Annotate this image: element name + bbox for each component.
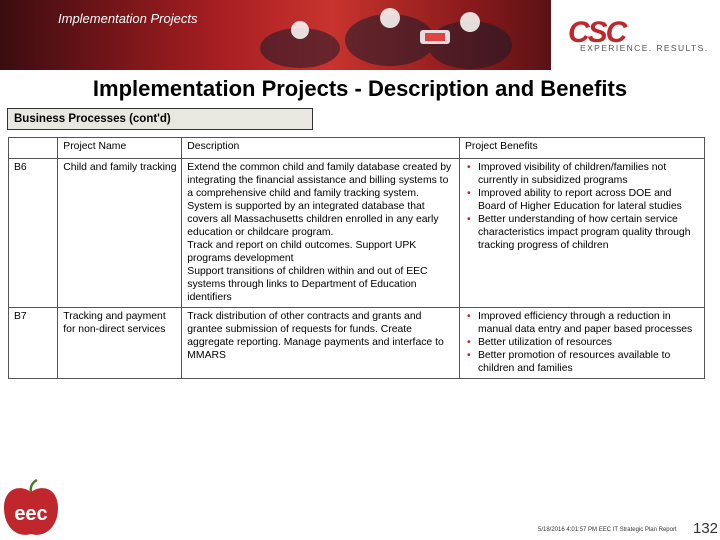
csc-logo <box>568 16 708 60</box>
table-row <box>9 159 705 308</box>
header-banner <box>0 0 720 70</box>
table-header-row <box>9 138 705 159</box>
row-description <box>182 308 460 379</box>
section-label: Business Processes (cont'd) <box>7 108 313 130</box>
banner-title: Implementation Projects <box>58 11 198 26</box>
projects-table <box>8 137 705 379</box>
row-name: Tracking and payment for non-direct services <box>58 308 182 379</box>
benefit-item: • Better utilization of resources <box>465 336 700 349</box>
description-line: System is supported by an integrated database that covers all Massachusetts children enrolled in any early education or childcare program. <box>187 201 439 238</box>
table-row <box>9 308 705 379</box>
svg-text:CSC: CSC <box>568 16 626 49</box>
benefits-list <box>465 161 700 252</box>
logo-tagline: EXPERIENCE. RESULTS. <box>580 43 709 53</box>
row-name: Child and family tracking <box>58 159 182 308</box>
svg-text:eec: eec <box>14 503 48 525</box>
benefit-item: • Better promotion of resources available to children and families <box>465 349 700 375</box>
description-line: Track distribution of other contracts and grants and grantee submission of requests for funds. Create aggregate reporting. Manage payments and interface to MMARS <box>187 311 444 361</box>
header-cell-benefits: Project Benefits <box>459 138 704 159</box>
benefit-item: • Improved visibility of children/families not currently in subsidized programs <box>465 161 700 187</box>
description-line: Support transitions of children within and out of EEC systems through links to Department of Education identifiers <box>187 266 428 303</box>
row-description <box>182 159 460 308</box>
row-benefits <box>459 308 704 379</box>
footer-note: 5/18/2016 4:01:57 PM EEC IT Strategic Plan Report <box>538 527 677 533</box>
header-cell-description: Description <box>182 138 460 159</box>
page-title: Implementation Projects - Description and Benefits <box>92 76 628 101</box>
row-id: B6 <box>9 159 58 308</box>
benefit-item: • Better understanding of how certain service characteristics impact program quality through tracking progress of children <box>465 213 700 252</box>
description-line: Track and report on child outcomes. Support UPK programs development <box>187 240 417 264</box>
row-id: B7 <box>9 308 58 379</box>
cyclists-photo <box>0 0 551 70</box>
benefit-item: • Improved efficiency through a reduction in manual data entry and paper based processes <box>465 310 700 336</box>
eec-logo <box>0 478 62 540</box>
header-cell-id <box>9 138 58 159</box>
benefits-list <box>465 310 700 375</box>
benefit-item: • Improved ability to report across DOE and Board of Higher Education for lateral studies <box>465 187 700 213</box>
header-cell-name: Project Name <box>58 138 182 159</box>
description-line: Extend the common child and family database created by integrating the financial assistance and billing systems to a comprehensive child and family tracking system. <box>187 162 452 199</box>
row-benefits <box>459 159 704 308</box>
page-number: 132 <box>693 520 719 537</box>
